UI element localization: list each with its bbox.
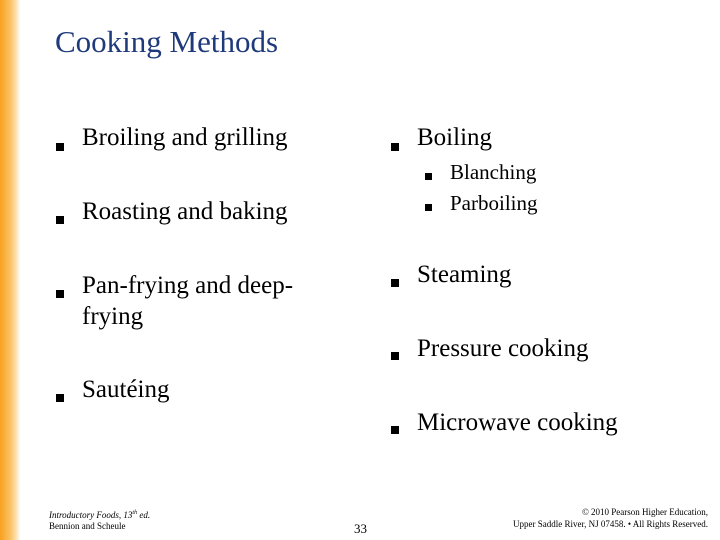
copyright-line: Upper Saddle River, NJ 07458. • All Rights Reserved. [512, 519, 708, 529]
list-item: Microwave cooking [417, 409, 618, 436]
list-item: Pan-frying and deep-frying [82, 272, 294, 330]
list-item: Pressure cooking [417, 335, 589, 362]
list-item: Sautéing [82, 376, 170, 403]
bullet-marker [391, 352, 399, 360]
footer-copyright [513, 506, 708, 530]
sub-list-item: Blanching [450, 160, 537, 184]
sub-list-item: Parboiling [450, 191, 538, 215]
list-item: Roasting and baking [82, 198, 288, 225]
bullet-marker [391, 279, 399, 287]
footer-authors: Bennion and Scheule [49, 521, 126, 531]
copyright-line: © 2010 Pearson Higher Education, [581, 507, 708, 517]
list-item: Boiling [417, 124, 493, 151]
bullet-marker [391, 143, 399, 151]
footer-book-title: Introductory Foods, 13th ed. [49, 510, 151, 520]
bullet-marker [391, 426, 399, 434]
bullet-marker [56, 216, 64, 224]
list-item: Broiling and grilling [82, 124, 288, 151]
sub-bullet-marker [425, 204, 432, 211]
side-accent-bar [0, 0, 20, 540]
page-number: 33 [354, 521, 367, 536]
bullet-marker [56, 143, 64, 151]
bullet-marker [56, 290, 64, 298]
bullet-marker [56, 394, 64, 402]
list-item: Steaming [417, 261, 512, 288]
footer-citation [49, 508, 150, 532]
slide-title: Cooking Methods [55, 24, 279, 59]
sub-bullet-marker [425, 173, 432, 180]
